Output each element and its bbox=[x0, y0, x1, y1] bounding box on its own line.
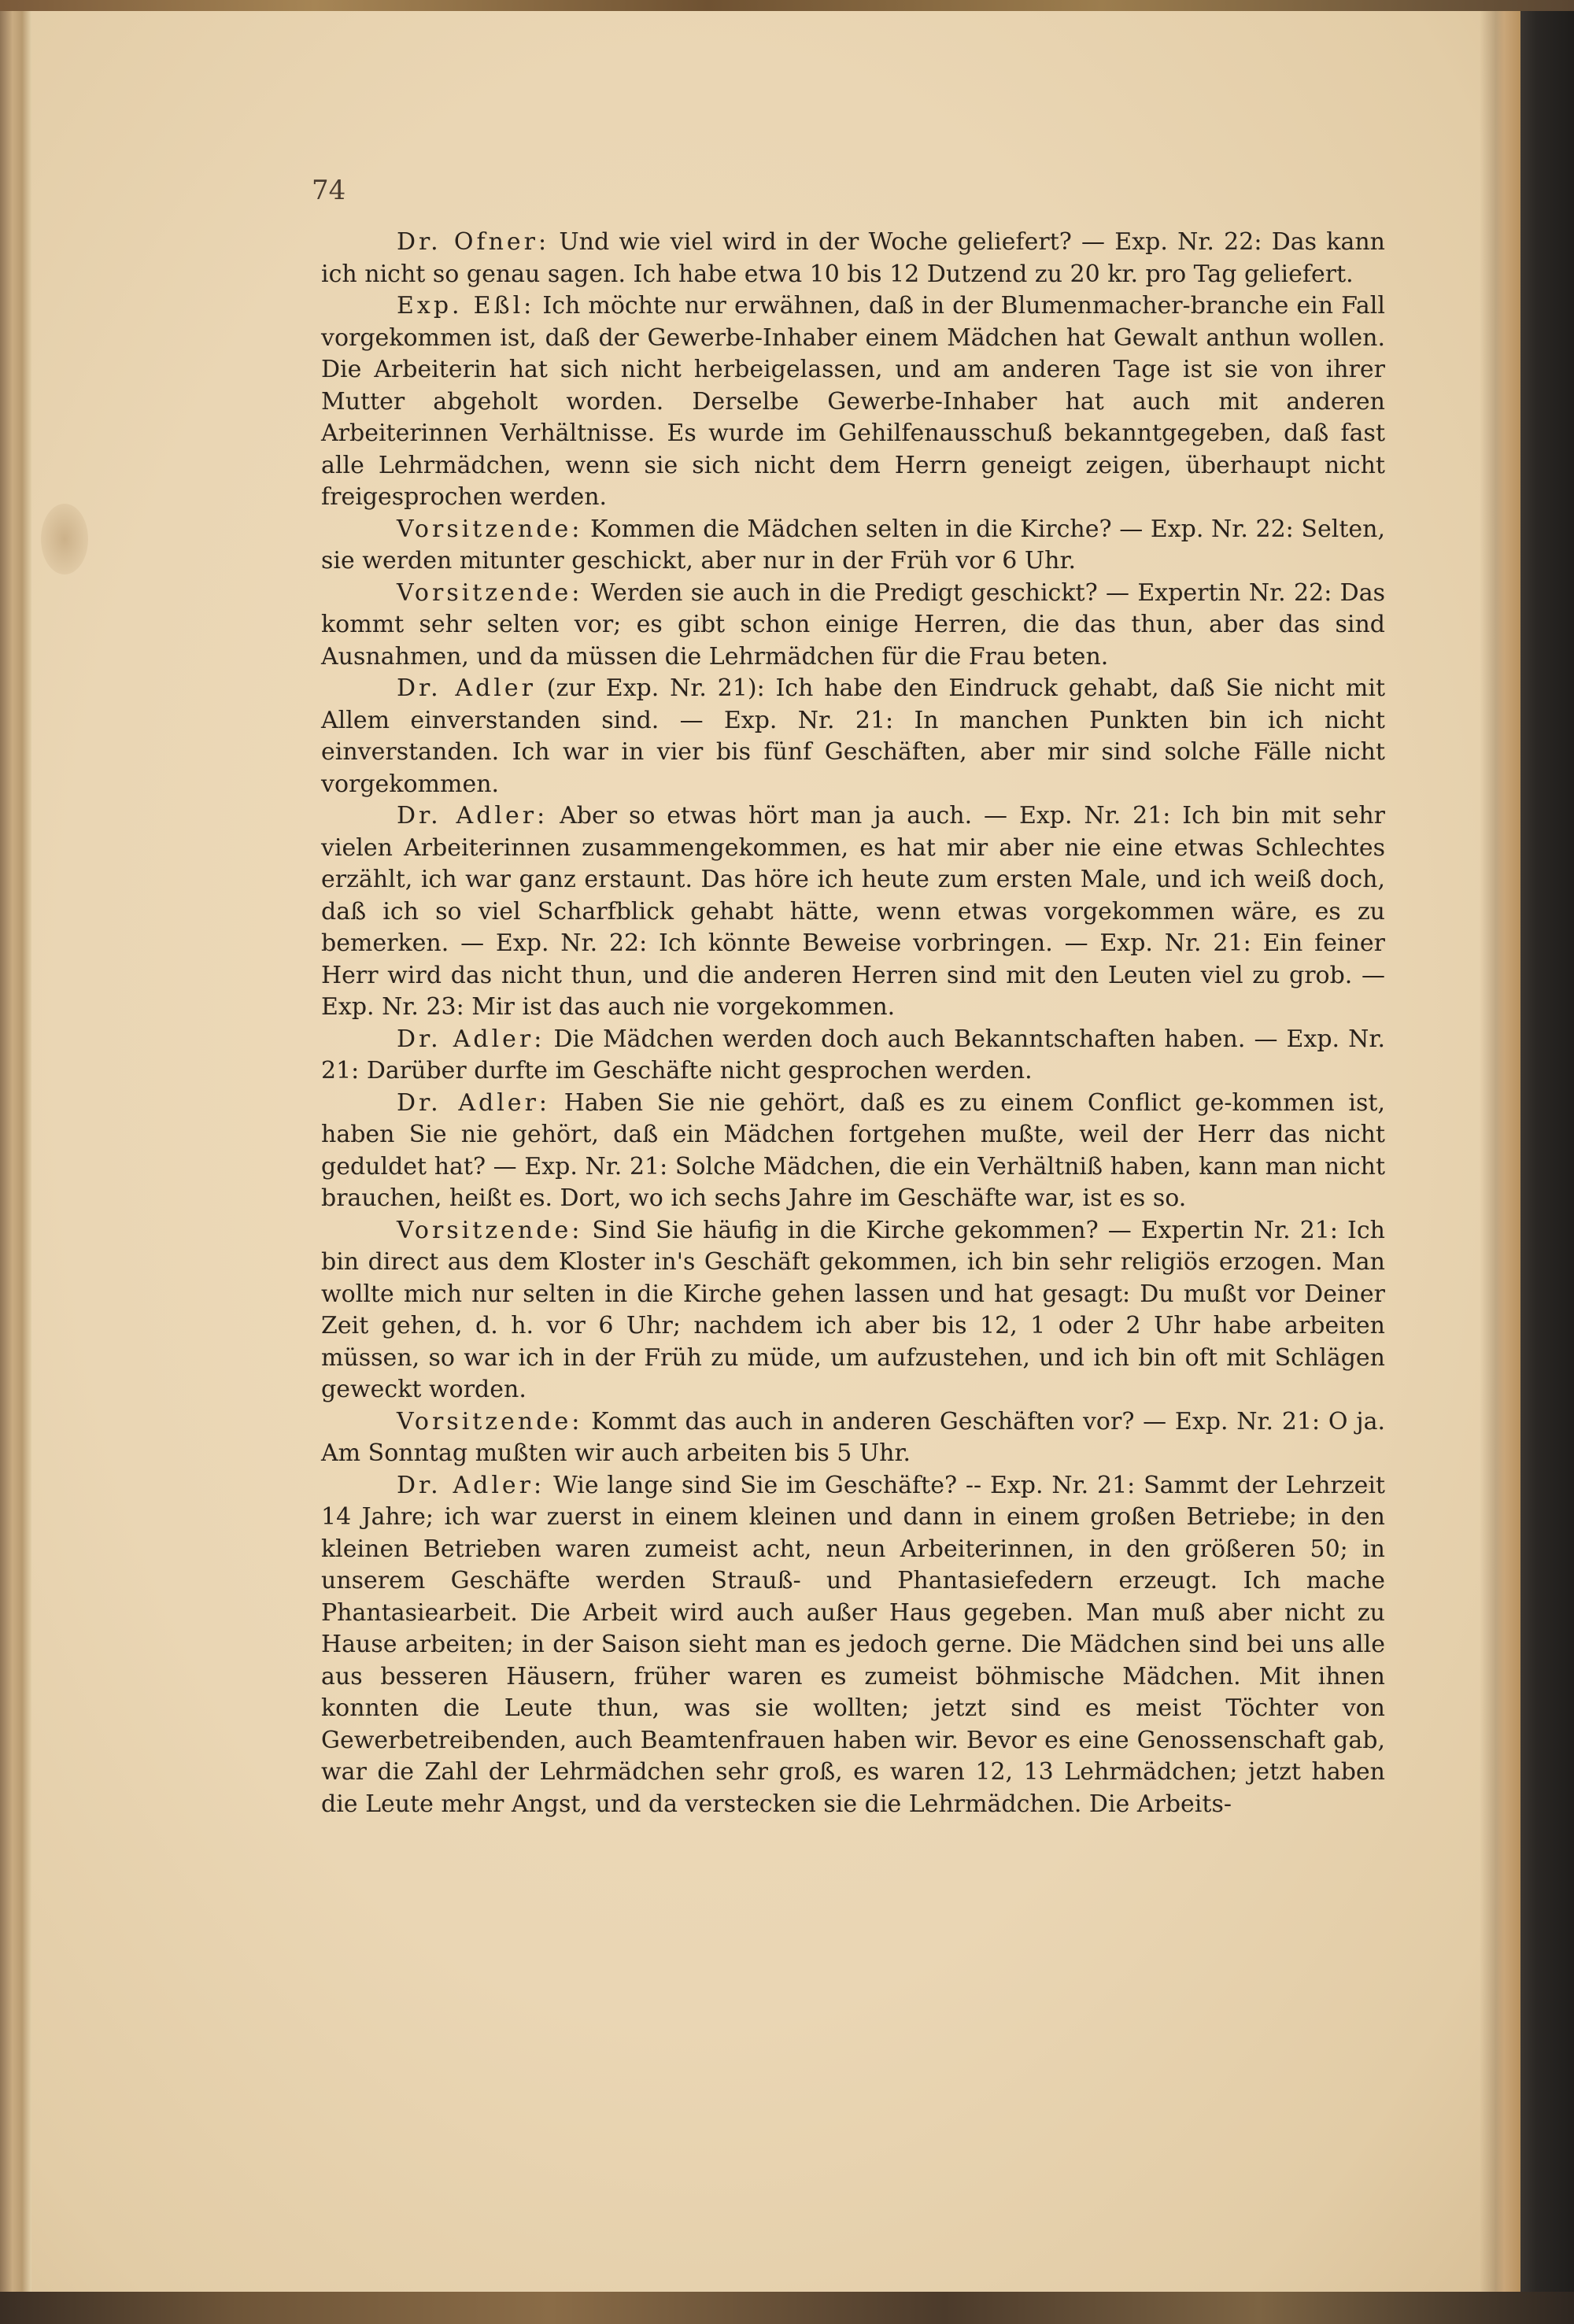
speaker-name: Dr. Adler: bbox=[397, 1025, 545, 1053]
speaker-name: Vorsitzende: bbox=[397, 578, 583, 607]
paragraph bbox=[321, 1088, 1385, 1215]
paragraph-text: Haben Sie nie gehört, daß es zu einem Conflict ge-kommen ist, haben Sie nie gehört, daß ein Mädchen fortgehen mußte, weil der Herr das nicht geduldet hat? — Exp. Nr. 21: Solche Mädchen, die ein Verhältniß haben, kann man nicht brauchen, heißt es. Dort, wo ich sechs Jahre im Geschäfte war, ist es so. bbox=[321, 1088, 1385, 1212]
paragraph bbox=[321, 290, 1385, 514]
book-top-edge bbox=[0, 0, 1574, 11]
paper-stain bbox=[41, 504, 88, 575]
paragraph bbox=[321, 800, 1385, 1024]
paragraph-text: Kommen die Mädchen selten in die Kirche? — Exp. Nr. 22: Selten, sie werden mitunter geschickt, aber nur in der Früh vor 6 Uhr. bbox=[321, 515, 1385, 575]
speaker-name: Vorsitzende: bbox=[397, 515, 583, 543]
paragraph-text: (zur Exp. Nr. 21): Ich habe den Eindruck gehabt, daß Sie nicht mit Allem einverstanden sind. — Exp. Nr. 21: In manchen Punkten bin ich nicht einverstanden. Ich war in vier bis fünf Geschäften, aber mir sind solche Fälle nicht vorgekommen. bbox=[321, 674, 1385, 798]
paragraph-text: Wie lange sind Sie im Geschäfte? -- Exp. Nr. 21: Sammt der Lehrzeit 14 Jahre; ich war zuerst in einem kleinen und dann in einem großen Betriebe; in den kleinen Betrieben waren zumeist acht, neun Arbeiterinnen, in den größeren 50; in unserem Geschäfte werden Strauß- und Phantasiefedern erzeugt. Ich mache Phantasiearbeit. Die Arbeit wird auch außer Haus gegeben. Man muß aber nicht zu Hause arbeiten; in der Saison sieht man es jedoch gerne. Die Mädchen sind bei uns alle aus besseren Häusern, früher waren es zumeist böhmische Mädchen. Mit ihnen konnten die Leute thun, was sie wollten; jetzt sind es meist Töchter von Gewerbetreibenden, auch Beamtenfrauen haben wir. Bevor es eine Genossenschaft gab, war die Zahl der Lehrmädchen sehr groß, es waren 12, 13 Lehrmädchen; jetzt haben die Leute mehr Angst, und da verstecken sie die Lehrmädchen. Die Arbeits- bbox=[321, 1471, 1385, 1818]
paragraph bbox=[321, 673, 1385, 800]
book-bottom-edge bbox=[0, 2292, 1574, 2324]
paragraph-text: Werden sie auch in die Predigt geschickt? — Expertin Nr. 22: Das kommt sehr selten vor; es gibt schon einige Herren, die das thun, aber das sind Ausnahmen, und da müssen die Lehrmädchen für die Frau beten. bbox=[321, 578, 1385, 671]
page-number: 74 bbox=[312, 175, 346, 206]
book-page-edges bbox=[0, 11, 31, 2292]
speaker-name: Dr. Adler: bbox=[397, 1088, 551, 1117]
paragraph-text: Kommt das auch in anderen Geschäften vor? — Exp. Nr. 21: O ja. Am Sonntag mußten wir auch arbeiten bis 5 Uhr. bbox=[321, 1407, 1385, 1467]
paragraph bbox=[321, 1470, 1385, 1821]
speaker-name: Dr. Adler: bbox=[397, 1471, 545, 1499]
paragraph-text: Ich möchte nur erwähnen, daß in der Blumenmacher-branche ein Fall vorgekommen ist, daß der Gewerbe-Inhaber einem Mädchen hat Gewalt anthun wollen. Die Arbeiterin hat sich nicht herbeigelassen, und am anderen Tage ist sie von ihrer Mutter abgeholt worden. Derselbe Gewerbe-Inhaber hat auch mit anderen Arbeiterinnen Verhältnisse. Es wurde im Gehilfenausschuß bekanntgegeben, daß fast alle Lehrmädchen, wenn sie sich nicht dem Herrn geneigt zeigen, überhaupt nicht freigesprochen werden. bbox=[321, 292, 1385, 511]
speaker-name: Dr. Ofner: bbox=[397, 228, 550, 256]
speaker-name: Vorsitzende: bbox=[397, 1216, 583, 1244]
speaker-name: Vorsitzende: bbox=[397, 1407, 583, 1435]
speaker-name: Dr. Adler bbox=[397, 674, 536, 702]
paragraph-text: Die Mädchen werden doch auch Bekanntschaften haben. — Exp. Nr. 21: Darüber durfte im Geschäfte nicht gesprochen werden. bbox=[321, 1025, 1385, 1084]
book-gutter bbox=[1480, 11, 1520, 2292]
speaker-name: Exp. Eßl: bbox=[397, 292, 535, 320]
paragraph bbox=[321, 1024, 1385, 1088]
speaker-name: Dr. Adler: bbox=[397, 802, 549, 829]
paragraph-text: Und wie viel wird in der Woche geliefert? — Exp. Nr. 22: Das kann ich nicht so genau sagen. Ich habe etwa 10 bis 12 Dutzend zu 20 kr. pro Tag geliefert. bbox=[321, 228, 1385, 288]
paragraph bbox=[321, 578, 1385, 674]
paragraph bbox=[321, 227, 1385, 290]
paragraph bbox=[321, 1406, 1385, 1470]
paragraph bbox=[321, 514, 1385, 578]
paragraph-text: Aber so etwas hört man ja auch. — Exp. Nr. 21: Ich bin mit sehr vielen Arbeiterinnen zusammengekommen, es hat mir aber nie eine etwas Schlechtes erzählt, ich war ganz erstaunt. Das höre ich heute zum ersten Male, und ich weiß doch, daß ich so viel Scharfblick gehabt hätte, wenn etwas vorgekommen wäre, es zu bemerken. — Exp. Nr. 22: Ich könnte Beweise vorbringen. — Exp. Nr. 21: Ein feiner Herr wird das nicht thun, und die anderen Herren sind mit den Leuten viel zu grob. — Exp. Nr. 23: Mir ist das auch nie vorgekommen. bbox=[321, 802, 1385, 1021]
paragraph bbox=[321, 1215, 1385, 1406]
book-cover bbox=[1520, 11, 1574, 2292]
body-text bbox=[321, 227, 1385, 1820]
paragraph-text: Sind Sie häufig in die Kirche gekommen? — Expertin Nr. 21: Ich bin direct aus dem Kloster in's Geschäft gekommen, ich bin sehr religiös erzogen. Man wollte mich nur selten in die Kirche gehen lassen und hat gesagt: Du mußt vor Deiner Zeit gehen, d. h. vor 6 Uhr; nachdem ich aber bis 12, 1 oder 2 Uhr habe arbeiten müssen, so war ich in der Früh zu müde, um aufzustehen, und ich bin oft mit Schlägen geweckt worden. bbox=[321, 1216, 1385, 1403]
